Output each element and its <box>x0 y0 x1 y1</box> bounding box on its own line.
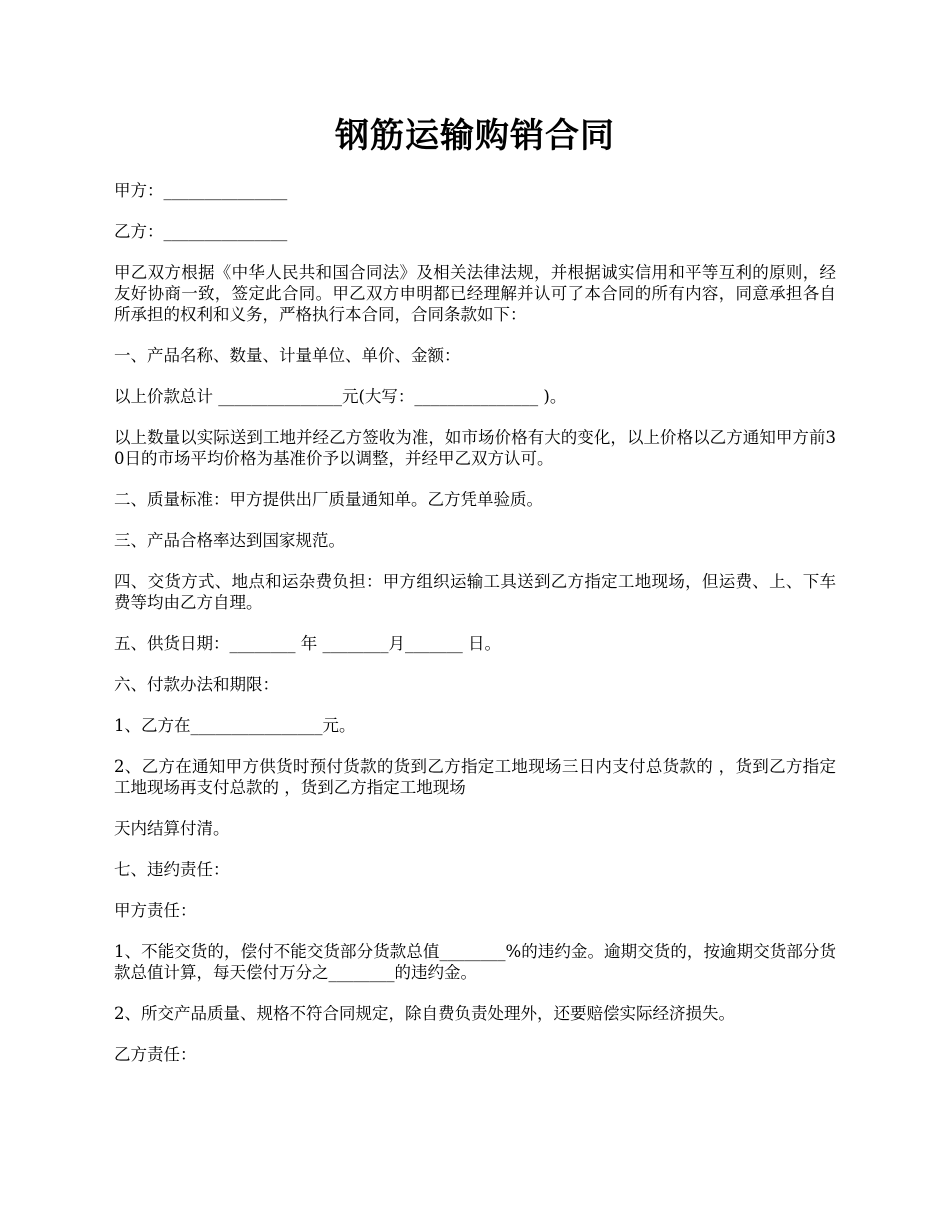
clause-6-heading: 六、付款办法和期限： <box>114 675 279 694</box>
party-a-liability-1: 1、不能交货的，偿付不能交货部分货款总值________%的违约金。逾期交货的，按逾期交货部分货款总值计算，每天偿付万分之________的违约金。 <box>114 942 836 982</box>
clause-7-heading: 七、违约责任： <box>114 860 230 879</box>
clause-2-quality: 二、质量标准：甲方提供出厂质量通知单。乙方凭单验质。 <box>114 490 543 509</box>
clause-3-pass-rate: 三、产品合格率达到国家规范。 <box>114 531 345 550</box>
party-b-line: 乙方：_______________ <box>114 222 288 241</box>
party-a-liability-heading: 甲方责任： <box>114 901 197 920</box>
price-adjustment-paragraph: 以上数量以实际送到工地并经乙方签收为准，如市场价格有大的变化，以上价格以乙方通知甲方前30日的市场平均价格为基准价予以调整，并经甲乙双方认可。 <box>114 428 836 468</box>
clause-4-delivery: 四、交货方式、地点和运杂费负担：甲方组织运输工具送到乙方指定工地现场，但运费、上、下车费等均由乙方自理。 <box>114 572 836 612</box>
payment-item-1: 1、乙方在________________元。 <box>114 716 356 735</box>
total-price-line: 以上价款总计 _______________元(大写：_______________ )。 <box>114 387 567 406</box>
clause-5-supply-date: 五、供货日期：________ 年 ________月_______ 日。 <box>114 634 501 653</box>
party-a-line: 甲方：_______________ <box>114 181 288 200</box>
payment-item-2-continued: 天内结算付清。 <box>114 819 230 838</box>
preamble-paragraph: 甲乙双方根据《中华人民共和国合同法》及相关法律法规，并根据诚实信用和平等互利的原则，经友好协商一致，签定此合同。甲乙双方申明都已经理解并认可了本合同的所有内容，同意承担各自所承担的权利和义务，严格执行本合同，合同条款如下： <box>114 263 836 324</box>
document-body <box>114 180 836 1085</box>
party-b-liability-heading: 乙方责任： <box>114 1045 197 1064</box>
payment-item-2: 2、乙方在通知甲方供货时预付货款的货到乙方指定工地现场三日内支付总货款的 ，货到乙方指定工地现场再支付总款的 ，货到乙方指定工地现场 <box>114 757 836 797</box>
document-title: 钢筋运输购销合同 <box>335 116 615 156</box>
clause-1-heading: 一、产品名称、数量、计量单位、单价、金额： <box>114 346 461 365</box>
party-a-liability-2: 2、所交产品质量、规格不符合同规定，除自费负责处理外，还要赔偿实际经济损失。 <box>114 1004 735 1023</box>
